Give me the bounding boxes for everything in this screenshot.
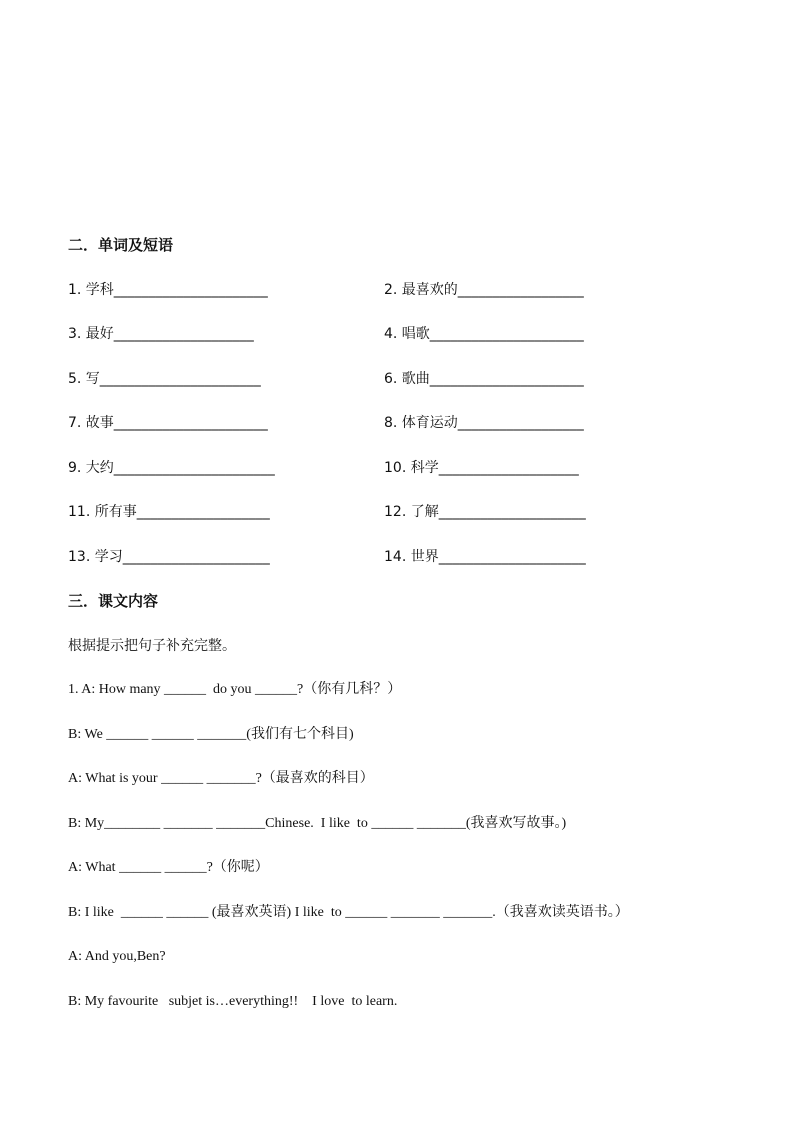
vocab-item-1: 1. 学科______________________	[68, 282, 268, 298]
vocab-item-3: 3. 最好____________________	[68, 326, 254, 342]
dialogue-line-7: A: And you,Ben?	[68, 949, 166, 964]
section3-instruction: 根据提示把句子补充完整。	[68, 638, 236, 654]
vocab-item-10: 10. 科学____________________	[384, 460, 579, 476]
dialogue-line-2: B: We ______ ______ _______(我们有七个科目)	[68, 727, 354, 742]
dialogue-line-1: 1. A: How many ______ do you ______?（你有几科？）	[68, 682, 402, 697]
dialogue-line-4: B: My________ _______ _______Chinese. I like to ______ _______(我喜欢写故事。)	[68, 816, 567, 831]
vocab-item-6: 6. 歌曲______________________	[384, 371, 584, 387]
vocab-item-5: 5. 写_______________________	[68, 371, 261, 387]
vocab-item-14: 14. 世界_____________________	[384, 549, 586, 565]
vocab-item-13: 13. 学习_____________________	[68, 549, 270, 565]
dialogue-line-8: B: My favourite subjet is…everything!! I love to learn.	[68, 994, 398, 1009]
section3-heading: 三．课文内容	[68, 592, 159, 610]
dialogue-line-5: A: What ______ ______?（你呢）	[68, 860, 269, 875]
vocab-item-12: 12. 了解_____________________	[384, 504, 586, 520]
vocab-item-2: 2. 最喜欢的__________________	[384, 282, 584, 298]
dialogue-line-3: A: What is your ______ _______?（最喜欢的科目）	[68, 771, 374, 786]
section2-heading: 二．单词及短语	[68, 236, 174, 254]
dialogue-line-6: B: I like ______ ______ (最喜欢英语) I like to ______ _______ _______.（我喜欢读英语书。）	[68, 905, 629, 920]
vocab-item-7: 7. 故事______________________	[68, 415, 268, 431]
vocab-item-8: 8. 体育运动__________________	[384, 415, 584, 431]
vocab-item-11: 11. 所有事___________________	[68, 504, 270, 520]
vocab-item-9: 9. 大约_______________________	[68, 460, 275, 476]
vocab-item-4: 4. 唱歌______________________	[384, 326, 584, 342]
